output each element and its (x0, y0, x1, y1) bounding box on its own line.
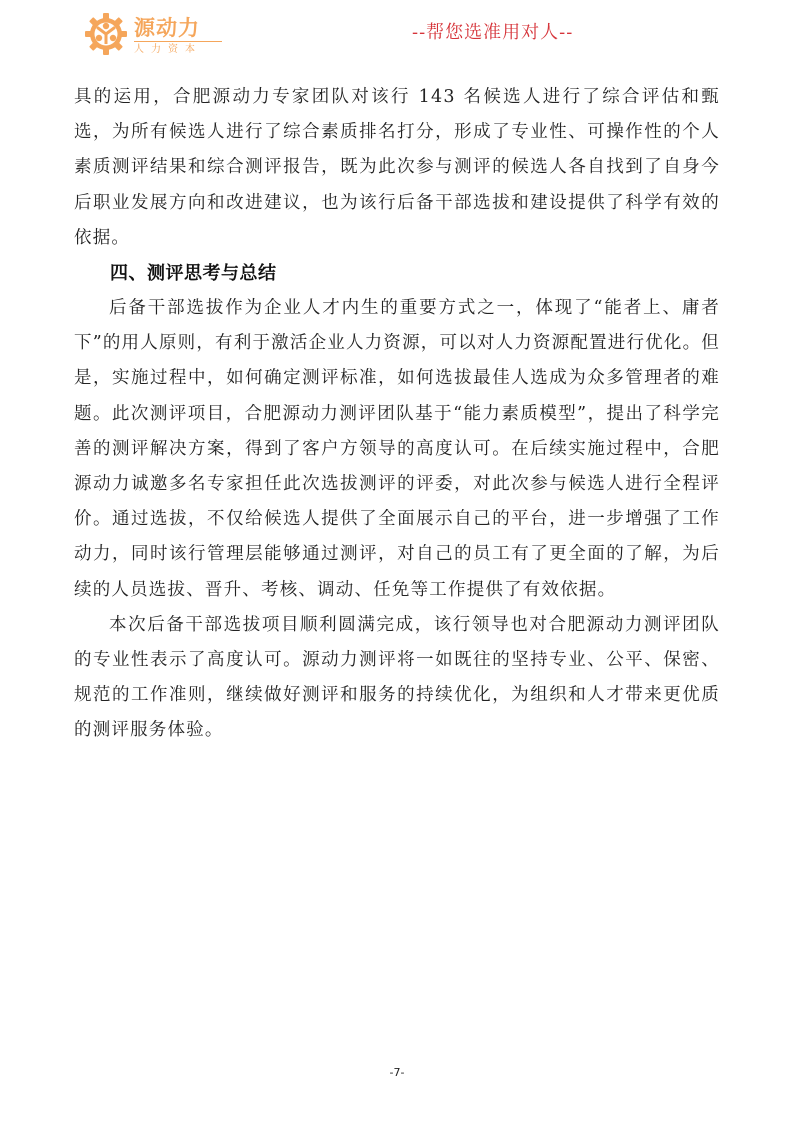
document-body (74, 80, 720, 749)
company-logo (84, 12, 222, 60)
gear-logo-icon (84, 12, 128, 60)
paragraph: 本次后备干部选拔项目顺利圆满完成，该行领导也对合肥源动力测评团队的专业性表示了高度认可。源动力测评将一如既往的坚持专业、公平、保密、规范的工作准则，继续做好测评和服务的持续优化，为组织和人才带来更优质的测评服务体验。 (74, 614, 720, 741)
section-heading: 四、测评思考与总结 (110, 263, 277, 285)
paragraph: 后备干部选拔作为企业人才内生的重要方式之一，体现了“能者上、庸者下”的用人原则，有利于激活企业人力资源，可以对人力资源配置进行优化。但是，实施过程中，如何确定测评标准，如何选拔最佳人选成为众多管理者的难题。此次测评项目，合肥源动力测评团队基于“能力素质模型”，提出了科学完善的测评解决方案，得到了客户方领导的高度认可。在后续实施过程中，合肥源动力诚邀多名专家担任此次选拔测评的评委，对此次参与候选人进行全程评价。通过选拔，不仅给候选人提供了全面展示自己的平台，进一步增强了工作动力，同时该行管理层能够通过测评，对自己的员工有了更全面的了解，为后续的人员选拔、晋升、考核、调动、任免等工作提供了有效依据。 (74, 298, 720, 600)
page-header (0, 0, 794, 70)
header-slogan: --帮您选准用对人-- (412, 22, 574, 43)
page-number: -7- (389, 1066, 405, 1079)
logo-main-text: 源动力 (134, 16, 200, 40)
logo-sub-text: 人力资本 (134, 44, 202, 55)
logo-divider (134, 41, 222, 42)
paragraph-continued: 具的运用，合肥源动力专家团队对该行 143 名候选人进行了综合评估和甄选，为所有候选人进行了综合素质排名打分，形成了专业性、可操作性的个人素质测评结果和综合测评报告，既为此次参与测评的候选人各自找到了自身今后职业发展方向和改进建议，也为该行后备干部选拔和建设提供了科学有效的依据。 (74, 87, 720, 248)
